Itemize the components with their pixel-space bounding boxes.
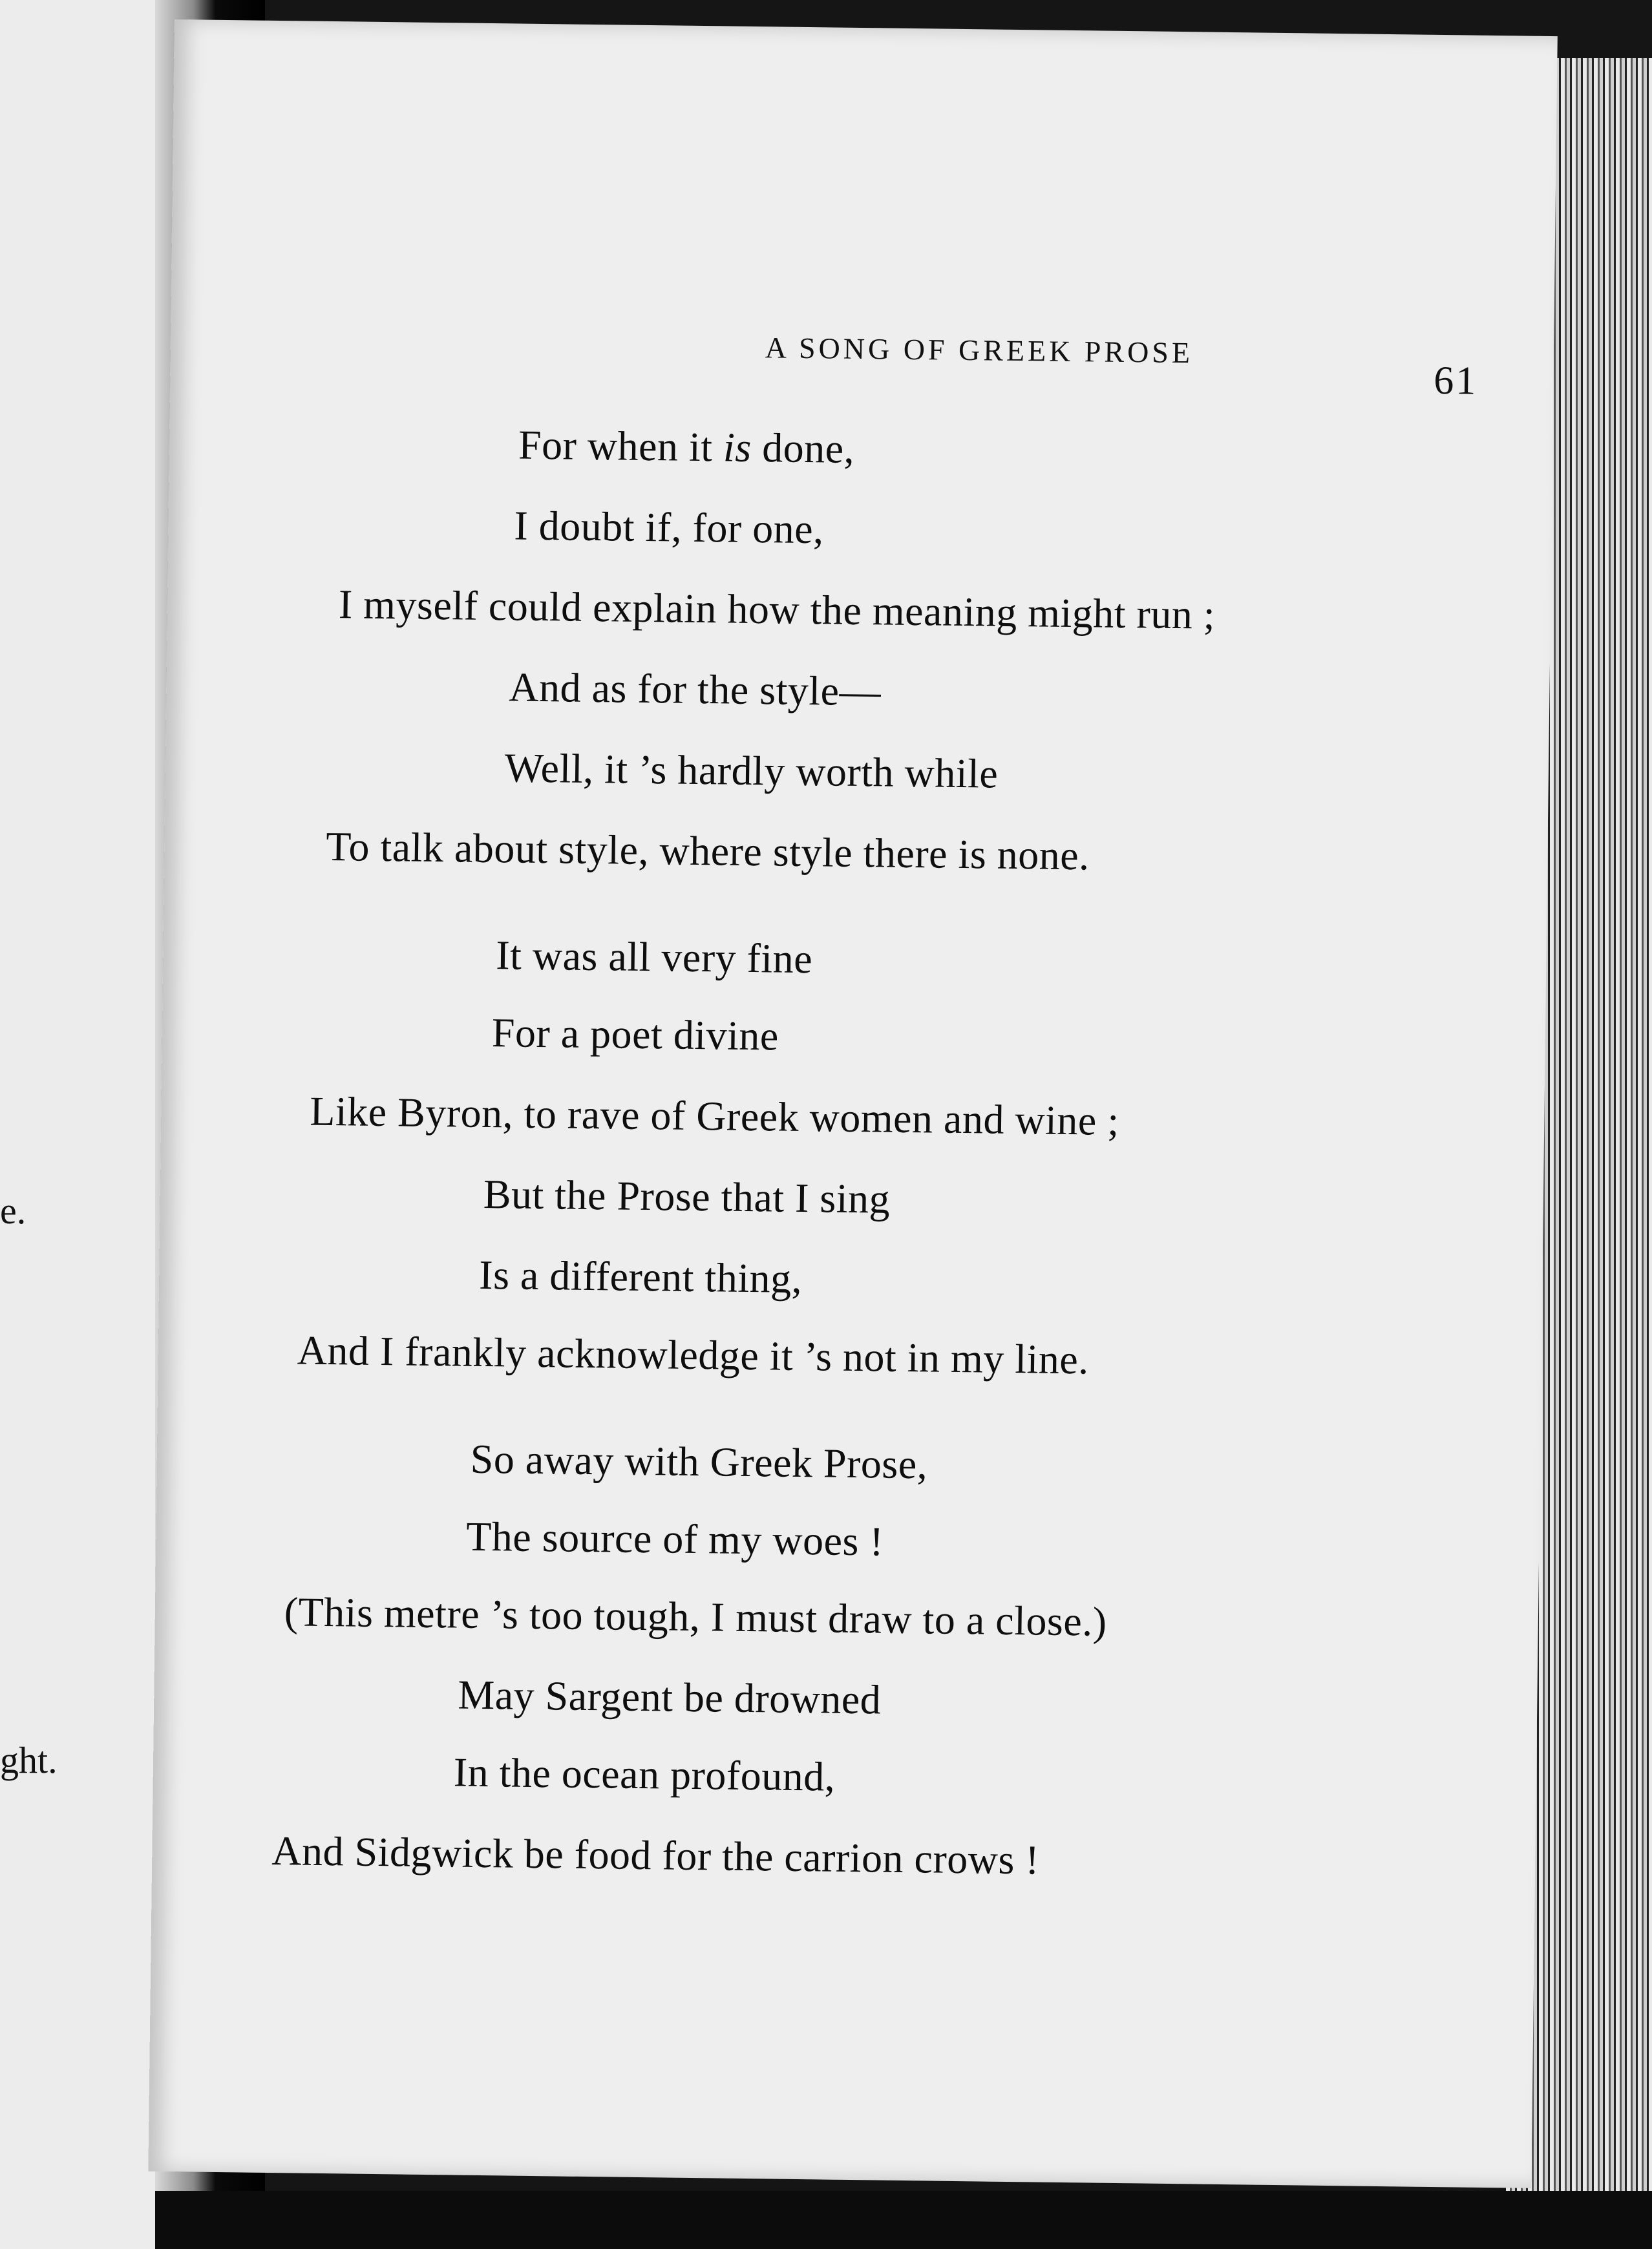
poem-line: Is a different thing, — [478, 1251, 803, 1302]
poem-line: (This metre ’s too tough, I must draw to a close.) — [284, 1589, 1108, 1645]
page-number: 61 — [1433, 358, 1478, 403]
bottom-shadow — [155, 2191, 1652, 2249]
poem-line: In the ocean profound, — [453, 1749, 836, 1800]
poem-line: For when it is done, — [518, 421, 855, 472]
poem-line: And I frankly acknowledge it ’s not in my line. — [297, 1327, 1090, 1383]
poem-line: To talk about style, where style there is none. — [325, 823, 1090, 879]
previous-page-fragment: ght. — [0, 1739, 58, 1781]
poem-line: So away with Greek Prose, — [470, 1435, 928, 1488]
poem-line: I myself could explain how the meaning might run ; — [338, 581, 1216, 638]
previous-page-fragment: e. — [0, 1190, 26, 1232]
poem-line: The source of my woes ! — [465, 1513, 884, 1565]
poem-line: Like Byron, to rave of Greek women and wine ; — [309, 1088, 1120, 1144]
poem-line: And Sidgwick be food for the carrion crows ! — [271, 1828, 1040, 1883]
poem-line: But the Prose that I sing — [483, 1170, 891, 1222]
poem-line: For a poet divine — [491, 1009, 779, 1059]
poem-line: May Sargent be drowned — [457, 1671, 882, 1723]
current-page — [148, 19, 1558, 2188]
poem-line: I doubt if, for one, — [514, 502, 825, 553]
running-title: A SONG OF GREEK PROSE — [765, 331, 1194, 370]
poem-line: Well, it ’s hardly worth while — [504, 744, 999, 797]
poem-line: It was all very fine — [495, 932, 813, 982]
poem-line: And as for the style— — [508, 664, 882, 715]
